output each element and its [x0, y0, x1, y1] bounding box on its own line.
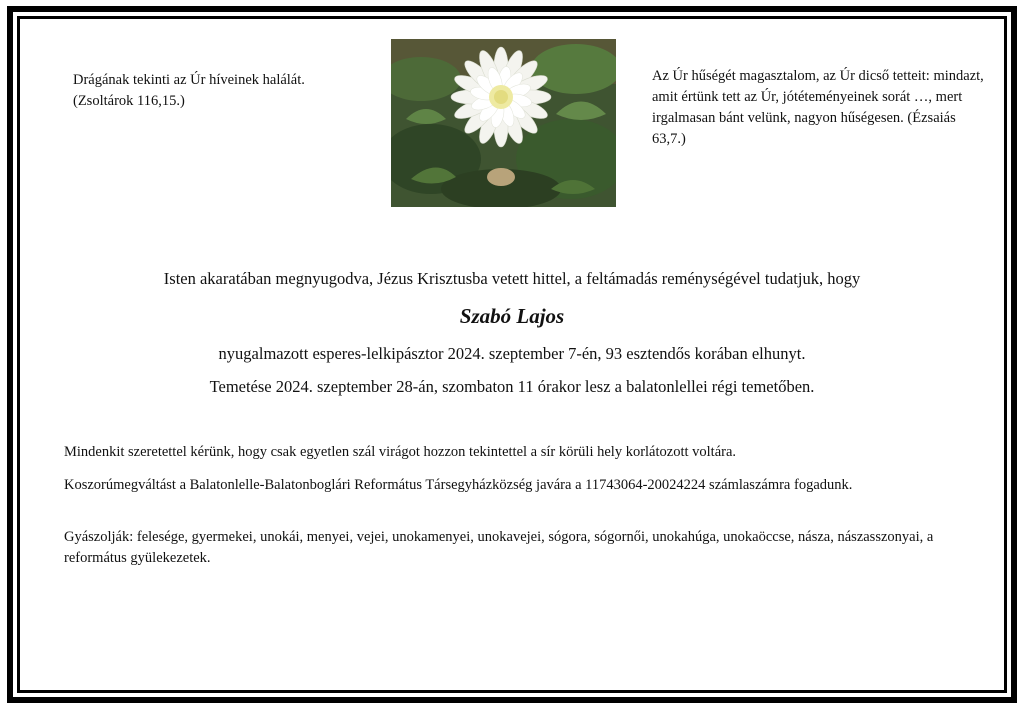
left-bible-verse: Drágának tekinti az Úr híveinek halálát. (Zsoltárok 116,15.) [73, 72, 305, 109]
mourners-list: Gyászolják: felesége, gyermekei, unokái, menyei, vejei, unokamenyei, unokavejei, sógora, sógornői, unokahúga, unokaöccse, násza, nászasszonyai, a református gyülekezetek. [64, 529, 934, 566]
death-details: nyugalmazott esperes-lelkipásztor 2024. szeptember 7-én, 93 esztendős korában elhunyt. [218, 344, 806, 363]
right-bible-verse: Az Úr hűségét magasztalom, az Úr dicső tetteit: mindazt, amit értünk tett az Úr, jótéteményeinek sorát …, mert irgalmasan bánt velünk, nagyon hűségesen. (Ézsaiás 63,7.) [652, 68, 984, 147]
flowers-request: Mindenkit szeretettel kérünk, hogy csak egyetlen szál virágot hozzon tekintettel a sír körüli hely korlátozott voltára. [64, 444, 737, 460]
white-flower-icon [391, 39, 616, 207]
chrysanthemum-photo [391, 39, 616, 207]
funeral-details: Temetése 2024. szeptember 28-án, szombaton 11 órakor lesz a balatonlellei régi temetőben. [209, 377, 815, 396]
deceased-name: Szabó Lajos [459, 304, 565, 328]
wreath-donation-note: Koszorúmegváltást a Balatonlelle-Balatonboglári Református Társegyházközség javára a 11743064-20024224 számlaszámra fogadunk. [64, 477, 853, 493]
announcement-intro: Isten akaratában megnyugodva, Jézus Krisztusba vetett hittel, a feltámadás reménységével tudatjuk, hogy [163, 269, 861, 288]
